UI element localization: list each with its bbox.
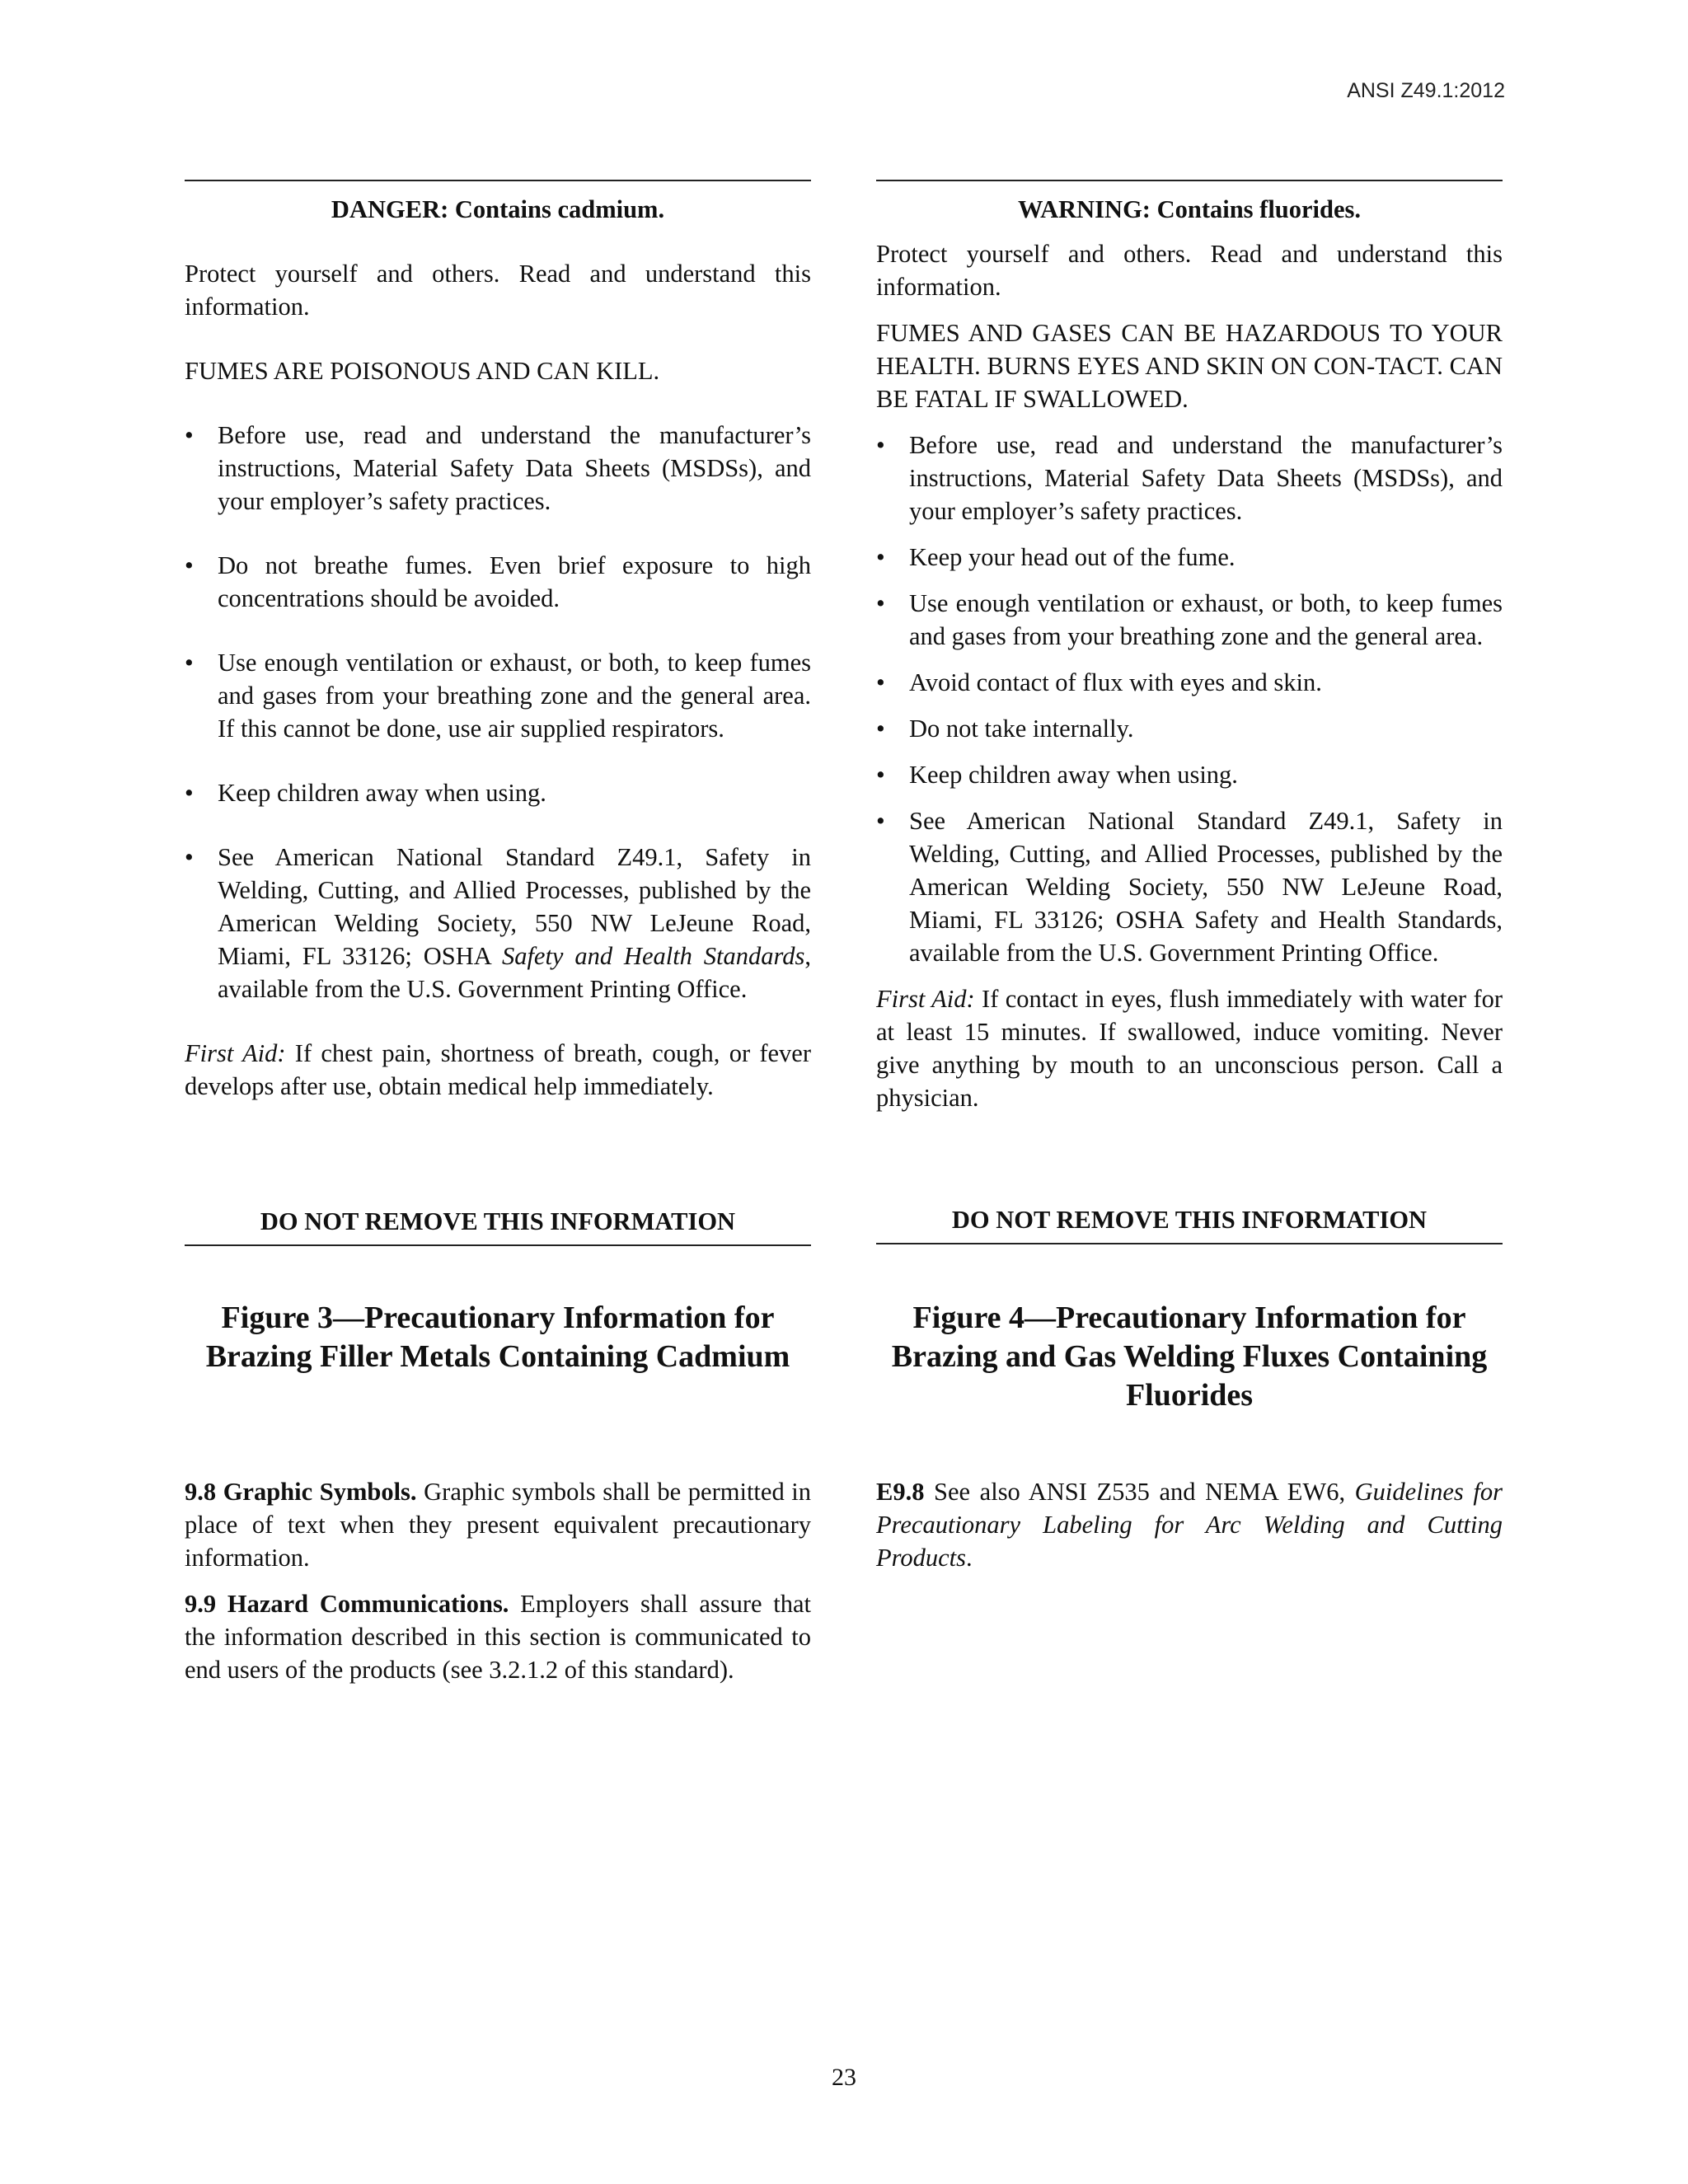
list-item: • Avoid contact of flux with eyes and skin.	[876, 666, 1503, 699]
section-text: Graphic symbols shall be permitted in place of text when they present equivalent precautionary information.	[185, 1478, 812, 1572]
section-heading: 9.9 Hazard Communications.	[185, 1590, 509, 1618]
section-heading: E9.8	[876, 1478, 925, 1506]
first-aid-text: If chest pain, shortness of breath, cough, or fever develops after use, obtain medical help immediately.	[185, 1039, 811, 1100]
label-hazard-statement: FUMES ARE POISONOUS AND CAN KILL.	[185, 357, 660, 385]
label-intro: Protect yourself and others. Read and understand this information.	[185, 260, 811, 321]
section-text: See also ANSI Z535 and NEMA EW6,	[924, 1478, 1355, 1506]
bullet-text: See American National Standard Z49.1, Safety in Welding, Cutting, and Allied Processes, published by the American Welding Society, 550 NW LeJeune Road, Miami, FL 33126; OSHA	[218, 843, 811, 970]
list-item: • Use enough ventilation or exhaust, or both, to keep fumes and gases from your breathing zone and the general area. If this cannot be done, use air supplied respirators.	[185, 646, 811, 745]
first-aid-statement	[185, 1037, 811, 1103]
section-text: .	[966, 1544, 973, 1572]
bullet-italic-title: Safety and Health Standards	[501, 942, 805, 970]
page-number: 23	[832, 2064, 856, 2091]
section-e9-8	[876, 1475, 1503, 1574]
list-item: • Keep your head out of the fume.	[876, 541, 1503, 574]
section-9-9	[185, 1587, 811, 1686]
cadmium-danger-label	[185, 180, 811, 1246]
first-aid-label: First Aid:	[185, 1039, 286, 1067]
section-9-8	[185, 1475, 811, 1574]
list-item: • Before use, read and understand the manufacturer’s instructions, Material Safety Data Sheets (MSDSs), and your employer’s safety practices.	[185, 419, 811, 518]
first-aid-statement	[876, 982, 1503, 1114]
label-title: DANGER: Contains cadmium.	[331, 195, 665, 223]
bullet-text: , available from the U.S. Government Printing Office.	[218, 942, 811, 1003]
list-item: • Use enough ventilation or exhaust, or both, to keep fumes and gases from your breathing zone and the general area.	[876, 587, 1503, 653]
reference-title: Guidelines for Precautionary Labeling for Arc Welding and Cutting Products	[876, 1478, 1503, 1572]
label-bullet-list	[185, 419, 811, 1005]
list-item: • Do not take internally.	[876, 712, 1503, 745]
figure-4-caption: Figure 4—Precautionary Information for Brazing and Gas Welding Fluxes Containing Fluorides	[891, 1301, 1488, 1413]
label-hazard-statement: FUMES AND GASES CAN BE HAZARDOUS TO YOUR HEALTH. BURNS EYES AND SKIN ON CON-TACT. CAN BE FATAL IF SWALLOWED.	[876, 319, 1503, 413]
figure-3-caption: Figure 3—Precautionary Information for Brazing Filler Metals Containing Cadmium	[205, 1301, 790, 1374]
running-header: ANSI Z49.1:2012	[1347, 79, 1505, 102]
label-title: WARNING: Contains fluorides.	[1017, 195, 1362, 223]
list-item: • Keep children away when using.	[876, 758, 1503, 791]
label-footer: DO NOT REMOVE THIS INFORMATION	[951, 1206, 1428, 1234]
fluoride-warning-label	[876, 180, 1503, 1244]
list-item: • Keep children away when using.	[185, 776, 811, 809]
list-item	[185, 841, 811, 1005]
body-text-right	[876, 1475, 1503, 1587]
list-item: • See American National Standard Z49.1, Safety in Welding, Cutting, and Allied Processes, published by the American Welding Society, 550 NW LeJeune Road, Miami, FL 33126; OSHA Safety and Health Standards, available from the U.S. Government Printing Office.	[876, 804, 1503, 969]
label-bullet-list	[876, 429, 1503, 969]
first-aid-text: If contact in eyes, flush immediately with water for at least 15 minutes. If swallowed, induce vomiting. Never give anything by mouth to an unconscious person. Call a physician.	[876, 985, 1503, 1112]
first-aid-label: First Aid:	[876, 985, 975, 1013]
list-item: • Before use, read and understand the manufacturer’s instructions, Material Safety Data Sheets (MSDSs), and your employer’s safety practices.	[876, 429, 1503, 527]
label-intro: Protect yourself and others. Read and understand this information.	[876, 240, 1503, 301]
list-item: • Do not breathe fumes. Even brief exposure to high concentrations should be avoided.	[185, 549, 811, 615]
label-footer: DO NOT REMOVE THIS INFORMATION	[260, 1207, 736, 1235]
section-text: Employers shall assure that the information described in this section is communicated to end users of the products (see 3.2.1.2 of this standard).	[185, 1590, 812, 1684]
section-heading: 9.8 Graphic Symbols.	[185, 1478, 417, 1506]
body-text-left	[185, 1475, 811, 1699]
